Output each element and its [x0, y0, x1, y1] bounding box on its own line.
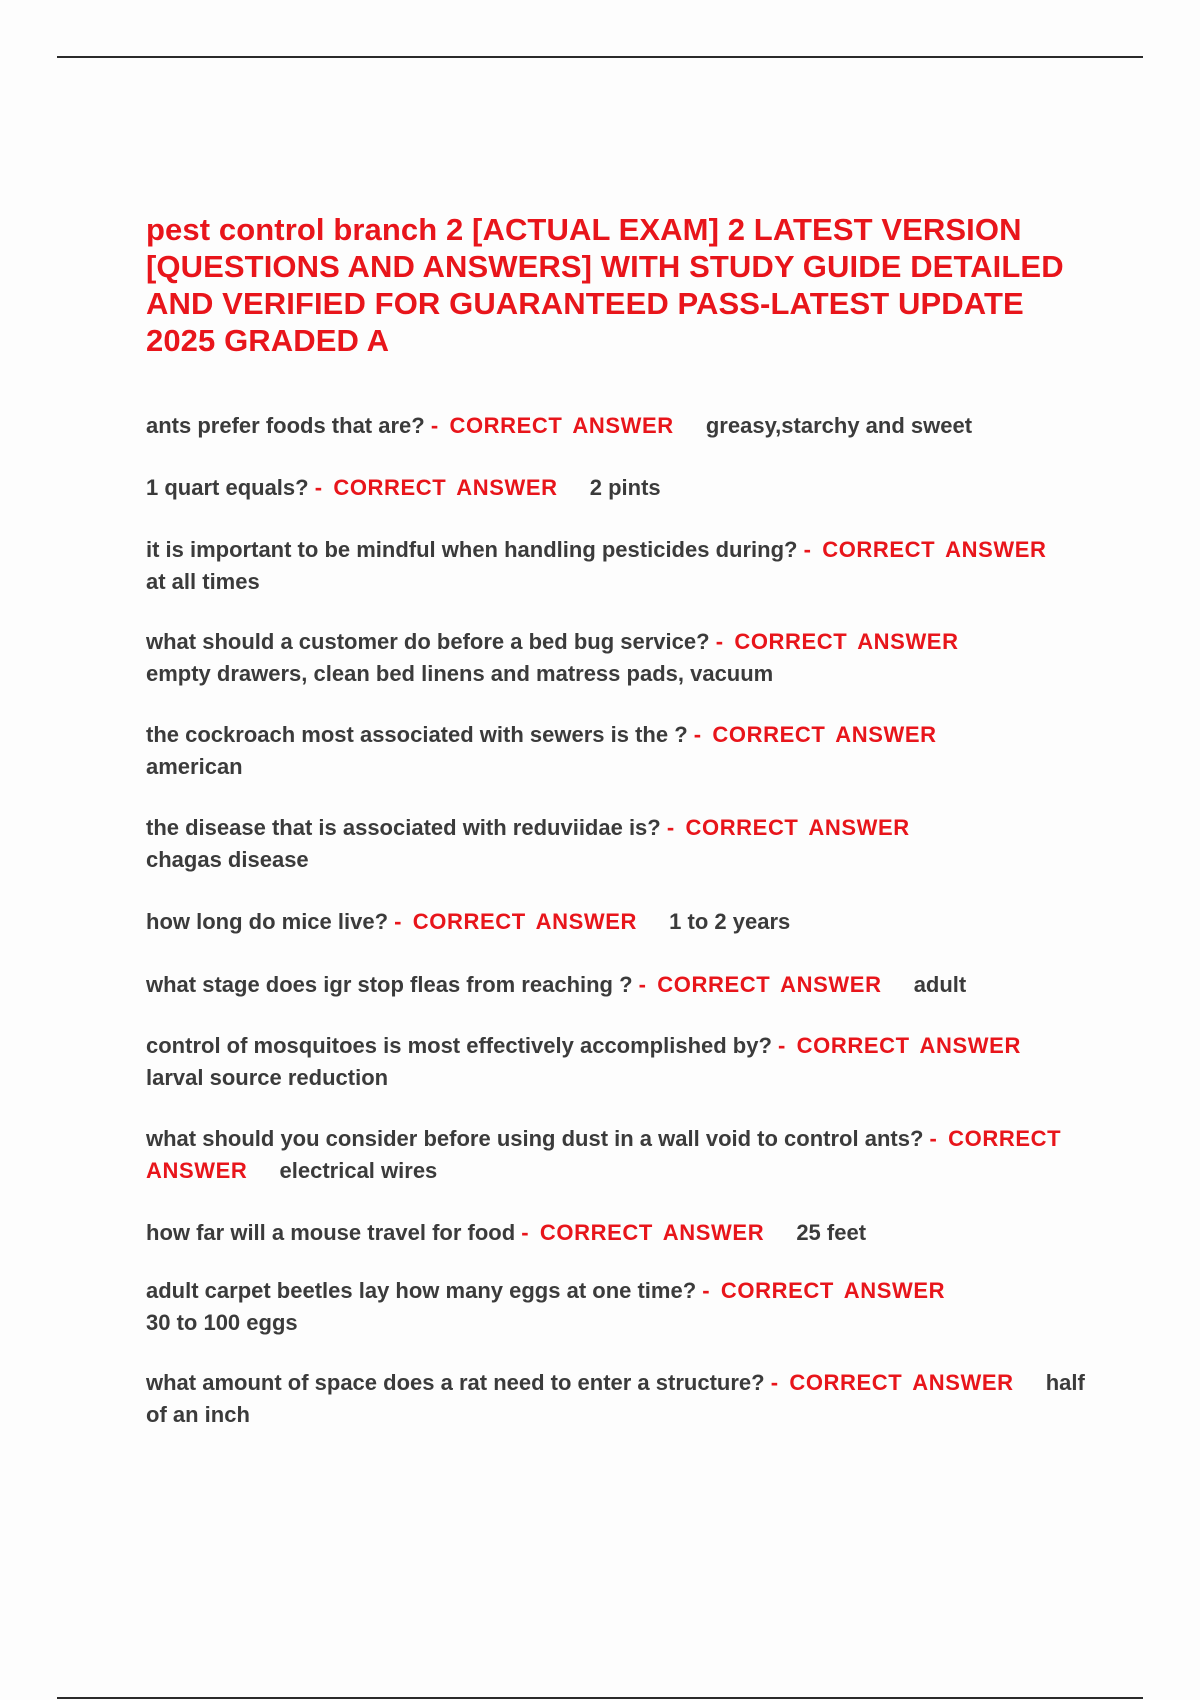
- question-text: ants prefer foods that are?: [146, 413, 425, 438]
- qa-item: [146, 906, 1086, 938]
- qa-item: [146, 626, 1086, 690]
- qa-item: [146, 534, 1086, 598]
- qa-item: [146, 1030, 1086, 1094]
- correct-answer-label: - CORRECT ANSWER: [314, 475, 558, 500]
- correct-answer-label: - CORRECT ANSWER: [146, 1126, 1062, 1183]
- answer-text: at all times: [146, 569, 260, 594]
- correct-answer-label: - CORRECT ANSWER: [666, 815, 910, 840]
- question-text: the disease that is associated with reduviidae is?: [146, 815, 661, 840]
- document-title: pest control branch 2 [ACTUAL EXAM] 2 LATEST VERSION [QUESTIONS AND ANSWERS] WITH STUDY GUIDE DETAILED AND VERIFIED FOR GUARANTEED PASS-LATEST UPDATE 2025 GRADED A: [146, 212, 1064, 358]
- question-text: what should you consider before using dust in a wall void to control ants?: [146, 1126, 924, 1151]
- answer-text: adult: [913, 972, 967, 997]
- question-text: 1 quart equals?: [146, 475, 309, 500]
- answer-text: 1 to 2 years: [669, 909, 791, 934]
- correct-answer-label: - CORRECT ANSWER: [803, 537, 1047, 562]
- qa-item: [146, 410, 1086, 442]
- question-text: what stage does igr stop fleas from reaching ?: [146, 972, 633, 997]
- correct-answer-label: - CORRECT ANSWER: [394, 909, 638, 934]
- answer-text: american: [146, 754, 243, 779]
- qa-item: [146, 812, 1086, 876]
- correct-answer-label: - CORRECT ANSWER: [778, 1033, 1021, 1058]
- answer-text: empty drawers, clean bed linens and matress pads, vacuum: [146, 661, 774, 686]
- qa-item: [146, 472, 1086, 504]
- correct-answer-label: - CORRECT ANSWER: [521, 1220, 765, 1245]
- answer-text: half of an inch: [146, 1370, 1085, 1427]
- question-text: it is important to be mindful when handling pesticides during?: [146, 537, 798, 562]
- correct-answer-label: - CORRECT ANSWER: [693, 722, 937, 747]
- correct-answer-label: - CORRECT ANSWER: [638, 972, 882, 997]
- correct-answer-label: - CORRECT ANSWER: [715, 629, 959, 654]
- answer-text: larval source reduction: [146, 1065, 389, 1090]
- answer-text: electrical wires: [279, 1158, 438, 1183]
- correct-answer-label: - CORRECT ANSWER: [770, 1370, 1014, 1395]
- qa-list: [146, 410, 1086, 1431]
- qa-item: [146, 969, 1086, 1001]
- question-text: what should a customer do before a bed bug service?: [146, 629, 710, 654]
- answer-text: 25 feet: [796, 1220, 867, 1245]
- footer-rule: [57, 1697, 1143, 1699]
- question-text: how long do mice live?: [146, 909, 389, 934]
- qa-item: [146, 719, 1086, 783]
- qa-item: [146, 1275, 1086, 1339]
- header-rule: [57, 56, 1143, 58]
- question-text: what amount of space does a rat need to enter a structure?: [146, 1370, 765, 1395]
- correct-answer-label: - CORRECT ANSWER: [702, 1278, 946, 1303]
- question-text: the cockroach most associated with sewers is the ?: [146, 722, 688, 747]
- qa-item: [146, 1123, 1086, 1187]
- answer-text: 2 pints: [589, 475, 661, 500]
- qa-item: [146, 1367, 1086, 1431]
- question-text: how far will a mouse travel for food: [146, 1220, 516, 1245]
- answer-text: greasy,starchy and sweet: [705, 413, 973, 438]
- question-text: control of mosquitoes is most effectively accomplished by?: [146, 1033, 772, 1058]
- correct-answer-label: - CORRECT ANSWER: [430, 413, 674, 438]
- qa-item: [146, 1217, 1086, 1249]
- answer-text: 30 to 100 eggs: [146, 1310, 298, 1335]
- question-text: adult carpet beetles lay how many eggs at one time?: [146, 1278, 697, 1303]
- answer-text: chagas disease: [146, 847, 309, 872]
